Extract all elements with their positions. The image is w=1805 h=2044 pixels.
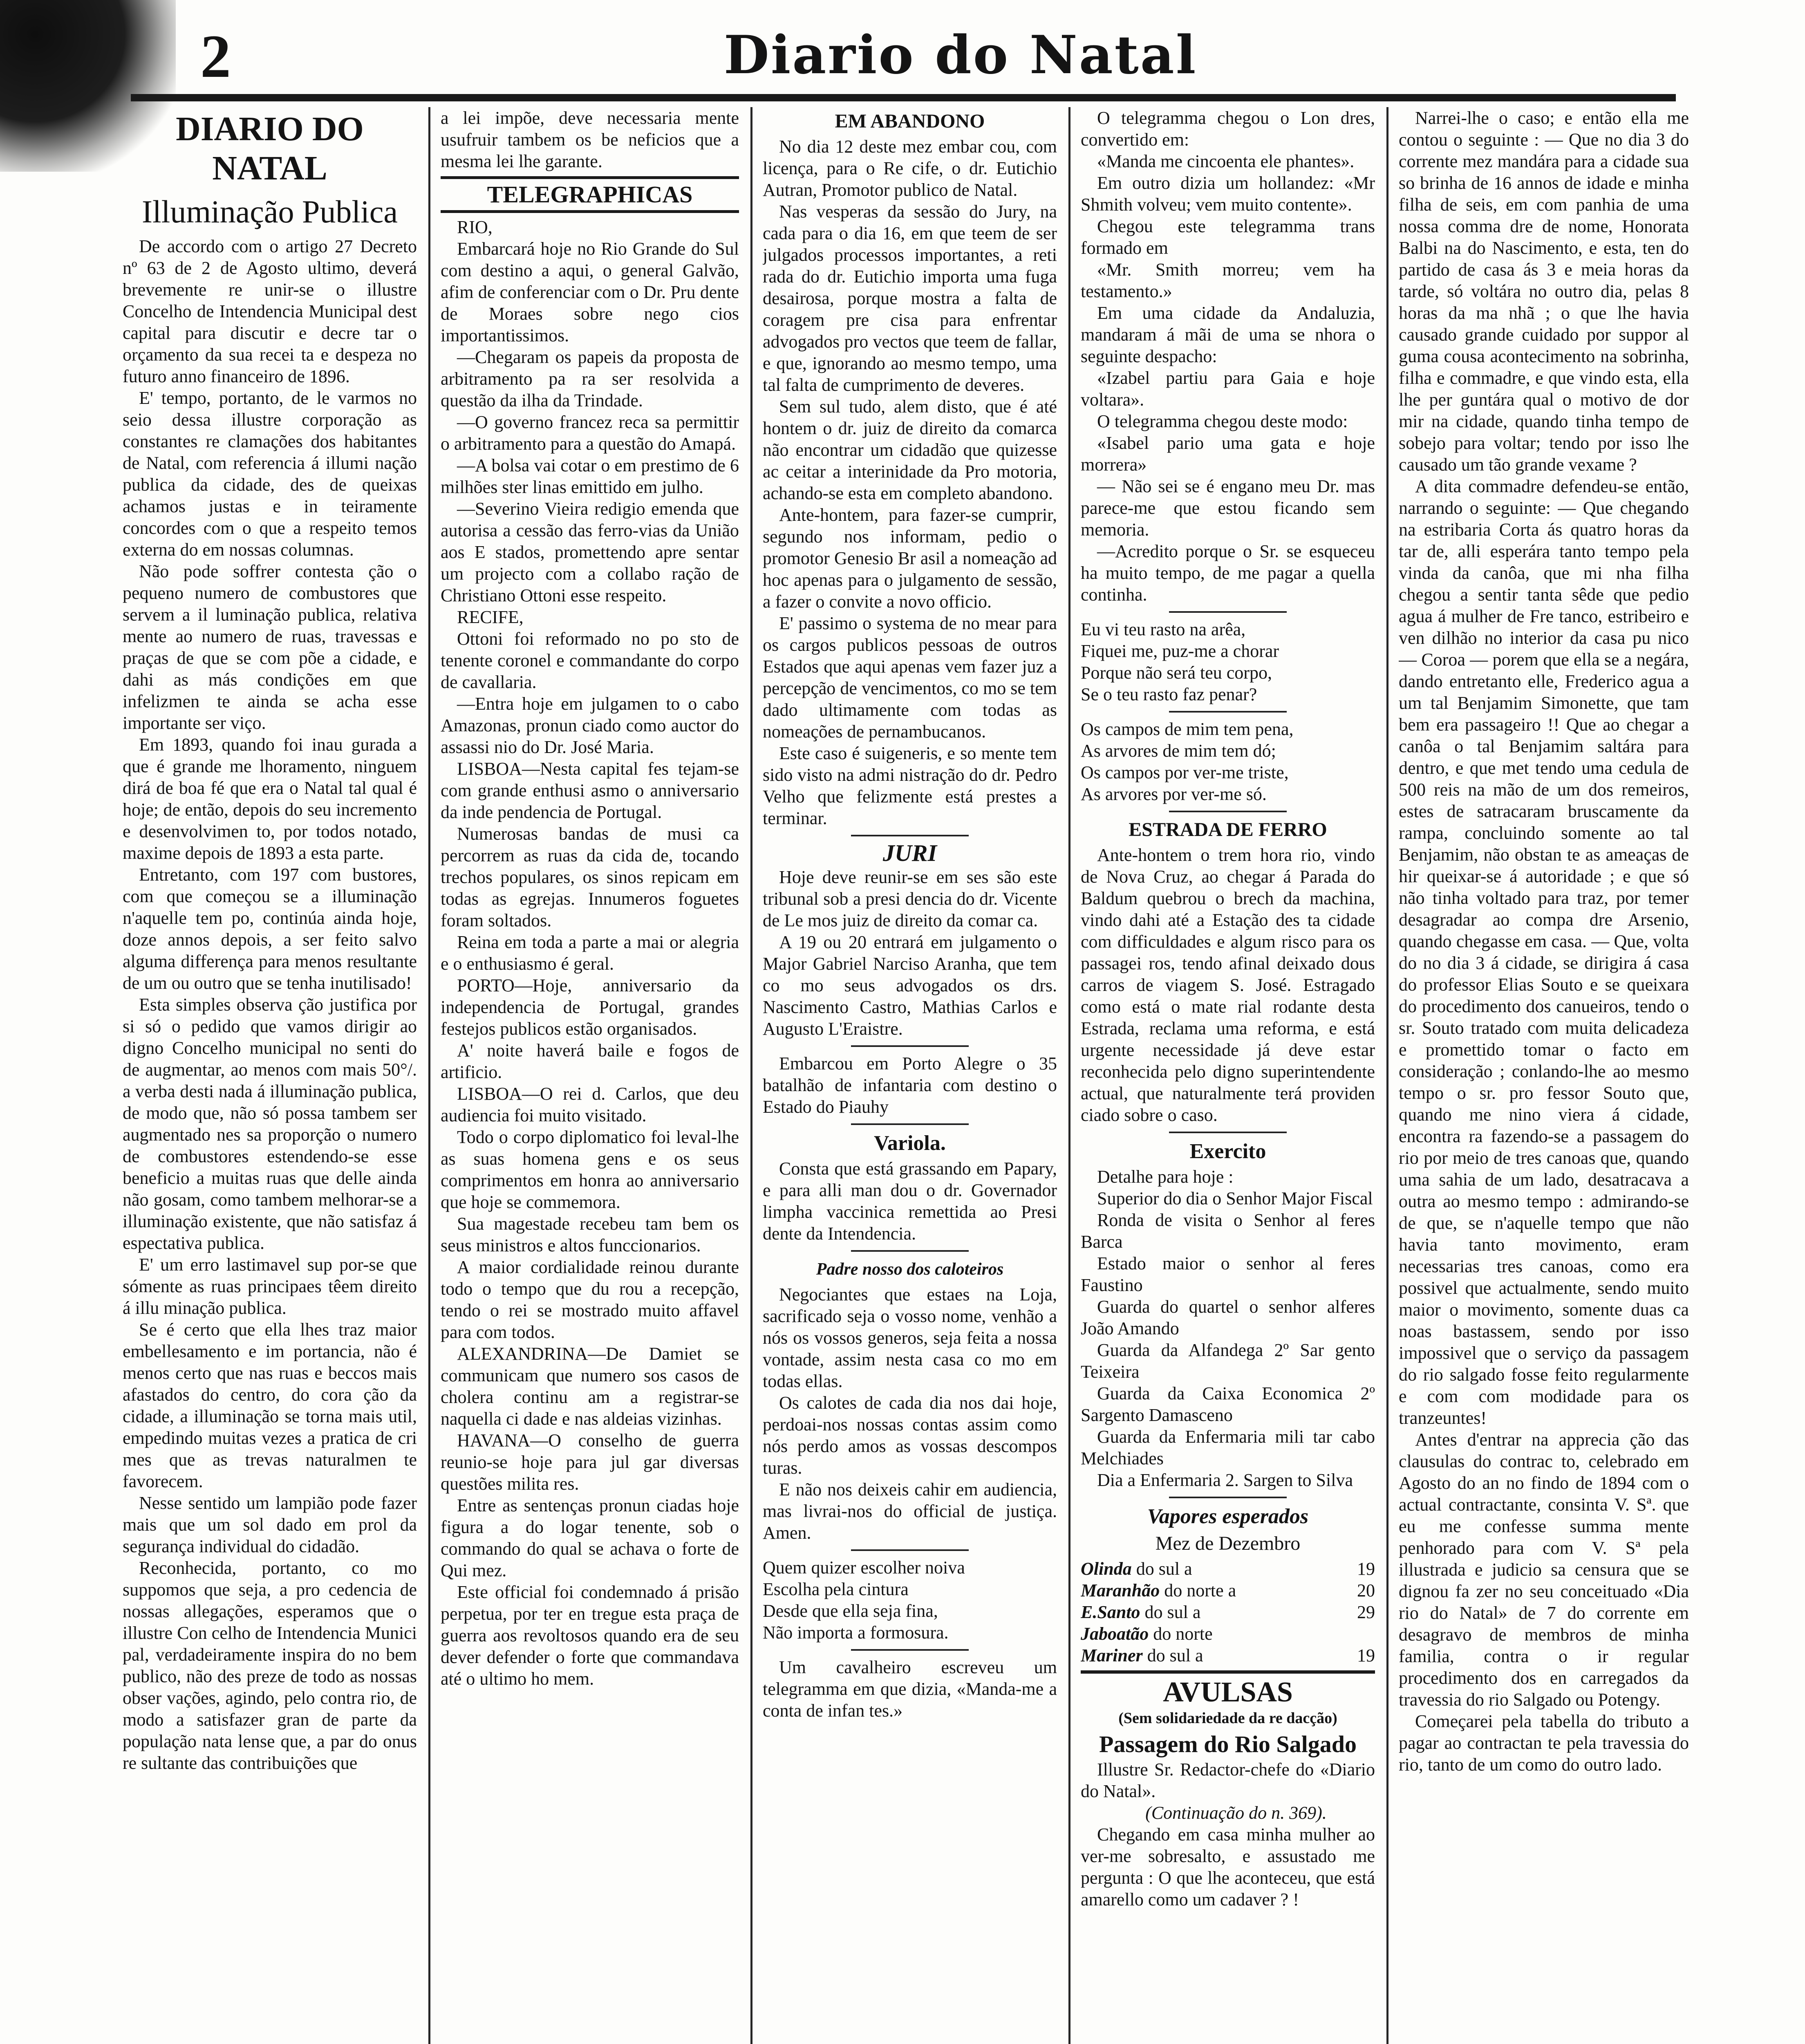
telegraphicas-heading: TELEGRAPHICAS bbox=[441, 176, 739, 213]
abandono-body bbox=[763, 136, 1057, 829]
variola-notice: Consta que está grassando em Papary, e para alli man dou o dr. Governador limpha vaccinica remettida ao Presi dente da Intendencia. bbox=[763, 1159, 1057, 1244]
paragraph: Estado maior o senhor al feres Faustino bbox=[1081, 1253, 1375, 1295]
vapor-ship bbox=[1081, 1623, 1213, 1645]
paragraph: Detalhe para hoje : bbox=[1097, 1167, 1234, 1187]
paragraph: Sua magestade recebeu tam bem os seus ministros e altos funccionarios. bbox=[441, 1214, 739, 1255]
vapor-route: do sul a bbox=[1136, 1559, 1192, 1579]
vapor-name: E.Santo bbox=[1081, 1602, 1140, 1622]
column-rule bbox=[750, 107, 752, 2044]
paragraph: E' um erro lastimavel sup por-se que sómente as ruas principaes têem direito á illu minação publica. bbox=[123, 1255, 417, 1318]
separator bbox=[851, 835, 969, 836]
vapor-ship bbox=[1081, 1645, 1203, 1666]
vapor-route: do norte a bbox=[1164, 1580, 1236, 1600]
paragraph: Entre as sentenças pronun ciadas hoje figura a do logar tenente, sob o commando do qual se achava o forte de Qui mez. bbox=[441, 1495, 739, 1580]
estrada-notice: Ante-hontem o trem hora rio, vindo de Nova Cruz, ao chegar á Parada do Baldum quebrou o brech da machina, vindo dahi até a Estação des ta cidade com difficuldades e algum risco para os passagei ros, tendo afinal deixado dous carros de viagem S. José. Estragado como está o mate rial rodante desta Estrada, reclama uma reforma, e está urgente necessidade já deve estar reconhecida pelo digno superintendente actual, que naturalmente terá providen ciado sobre o caso. bbox=[1081, 845, 1375, 1125]
header-rule bbox=[131, 94, 1676, 101]
paragraph: De accordo com o artigo 27 Decreto nº 63 de 2 de Agosto ultimo, deverá brevemente re unir-se o illustre Concelho de Intendencia Municipal dest capital para discutir e decre tar o orçamento da sua recei ta e despeza no futuro anno financeiro de 1896. bbox=[123, 236, 417, 386]
paragraph: «Mr. Smith morreu; vem ha testamento.» bbox=[1081, 260, 1375, 301]
passagem-continuation: (Continuação do n. 369). bbox=[1145, 1803, 1327, 1823]
paragraph: Guarda da Enfermaria mili tar cabo Melchiades bbox=[1081, 1427, 1375, 1468]
paragraph: E não nos deixeis cahir em audiencia, mas livrai-nos do official de justiça. Amen. bbox=[763, 1479, 1057, 1543]
exercito-heading: Exercito bbox=[1189, 1140, 1266, 1163]
paragraph: Narrei-lhe o caso; e então ella me contou o seguinte : — Que no dia 3 do corrente mez mandára para a cidade sua so brinha de 16 annos de idade e minha filha de seis, em com panhia de uma nossa comma dre de nome, Honorata Balbi na do Nascimento, e esta, ten do partido de casa ás 3 e meia horas da tarde, só voltára no outro dia, pelas 8 horas da ma nhã ; o que lhe havia causado grande cuidado por suppor al guma cousa acontecimento na sobrinha, filha e commadre, e que vindo esta, ella lhe per guntára qual o motivo de dor mir na cidade, quando tinha tempo de sobejo para voltar; tendo por isso lhe causado um tão grande vexame ? bbox=[1399, 108, 1689, 475]
quadra-noiva bbox=[763, 1557, 1057, 1643]
separator bbox=[1169, 811, 1287, 812]
separator bbox=[851, 1549, 969, 1551]
paragraph: Esta simples observa ção justifica por si só o pedido que vamos dirigir ao digno Concelho municipal no senti do de augmentar, ao menos com mais 50°/. a verba desti nada á illuminação publica, de modo que, não só possa tambem ser augmentado nes sa proporção o numero de combustores estendendo-se esse beneficio a muitas ruas que delle ainda não gosam, como tambem melhorar-se a illuminação existente, que não satisfaz á espectativa publica. bbox=[123, 995, 417, 1253]
telegraphicas-body bbox=[441, 216, 739, 1690]
column-2 bbox=[441, 107, 739, 2044]
separator bbox=[1169, 1132, 1287, 1133]
paragraph: Reina em toda a parte a mai or alegria e o enthusiasmo é geral. bbox=[441, 932, 739, 974]
vapor-name: Mariner bbox=[1081, 1645, 1143, 1665]
juri-heading: JURI bbox=[882, 840, 937, 866]
paragraph: PORTO—Hoje, anniversario da independencia de Portugal, grandes festejos publicos estão organisados. bbox=[441, 975, 739, 1039]
vapor-row bbox=[1081, 1645, 1375, 1666]
verse-line: Eu vi teu rasto na arêa, bbox=[1081, 619, 1246, 639]
separator bbox=[1169, 711, 1287, 713]
paragraph: Em outro dizia um hollandez: «Mr Shmith volveu; vem muito contente». bbox=[1081, 173, 1375, 215]
paragraph: ALEXANDRINA—De Damiet se communicam que numero sos casos de cholera continu am a registrar-se naquella ci dade e nas aldeias vizinhas. bbox=[441, 1344, 739, 1429]
avulsas-heading: AVULSAS bbox=[1081, 1670, 1375, 1709]
paragraph: Dia a Enfermaria 2. Sargen to Silva bbox=[1097, 1470, 1353, 1490]
editorial-subtitle: Illuminação Publica bbox=[142, 194, 398, 229]
paragraph: Nesse sentido um lampião pode fazer mais que um sol dado em prol da segurança individual do cidadão. bbox=[123, 1493, 417, 1556]
vapor-name: Maranhão bbox=[1081, 1580, 1160, 1600]
telegramma-anecdotes bbox=[1081, 107, 1375, 605]
paragraph: Sem sul tudo, alem disto, que é até hontem o dr. juiz de direito da comarca não encontrar um cidadão que quizesse ac ceitar a interinidade da Pro motoria, achando-se esta em completo abandono. bbox=[763, 397, 1057, 503]
paragraph: Nas vesperas da sessão do Jury, na cada para o dia 16, em que teem de ser julgados processos importantes, a reti rada do dr. Eutichio importa uma fuga desairosa, porque mostra a falta de coragem pre cisa para enfrentar advogados pro vectos que teem de fallar, e que, ignorando ao mesmo tempo, uma tal falta de cumprimento de deveres. bbox=[763, 202, 1057, 395]
paragraph: HAVANA—O conselho de guerra reunio-se hoje para jul gar diversas questões milita res. bbox=[441, 1430, 739, 1494]
paragraph: Se é certo que ella lhes traz maior embellesamento e im portancia, não é menos certo que nas ruas e beccos mais afastados do centro, do cora ção da cidade, a illuminação se torna mais util, empedindo muitas vezes a pratica de cri mes que as trevas naturalmen te favorecem. bbox=[123, 1320, 417, 1491]
verse-line: Os campos por ver-me triste, bbox=[1081, 762, 1289, 782]
editorial-title: DIARIO DO NATAL bbox=[176, 110, 364, 187]
vapor-route: do norte bbox=[1153, 1624, 1213, 1644]
paragraph: RECIFE, bbox=[457, 607, 524, 627]
cavalheiro-anecdote: Um cavalheiro escreveu um telegramma em que dizia, «Manda-me a conta de infan tes.» bbox=[763, 1657, 1057, 1721]
estrada-heading: ESTRADA DE FERRO bbox=[1129, 819, 1327, 840]
paragraph: E' passimo o systema de no mear para os cargos publicos pessoas de outros Estados que aqui apenas vem fazer juz a percepção de vencimentos, co mo se tem dado ultimamente com todas as nomeações de pernambucanos. bbox=[763, 613, 1057, 742]
verse-line: Escolha pela cintura bbox=[763, 1579, 909, 1599]
avulsas-subheading: (Sem solidariedade da re dacção) bbox=[1118, 1710, 1337, 1727]
paragraph: Entretanto, com 197 com bustores, com que começou se a illuminação n'aquelle tem po, continúa ainda hoje, doze annos depois, a ser feito salvo alguma differença para menos resultante de um ou outro que se tenha inutilisado! bbox=[123, 865, 417, 993]
verse-line: Os campos de mim tem pena, bbox=[1081, 719, 1294, 739]
paragraph: Hoje deve reunir-se em ses são este tribunal sob a presi dencia do dr. Vicente de Le mos juiz de direito da comar ca. bbox=[763, 867, 1057, 930]
vapor-row bbox=[1081, 1580, 1375, 1601]
vapor-row bbox=[1081, 1623, 1375, 1645]
verse-line: As arvores de mim tem dó; bbox=[1081, 741, 1276, 761]
verse-line: Desde que ella seja fina, bbox=[763, 1601, 938, 1621]
vapor-day: 19 bbox=[1357, 1645, 1375, 1665]
paragraph: Numerosas bandas de musi ca percorrem as ruas da cida de, tocando trechos populares, os sinos repicam em todas as egrejas. Innumeros foguetes foram soltados. bbox=[441, 824, 739, 930]
paragraph: A 19 ou 20 entrará em julgamento o Major Gabriel Narciso Aranha, que tem co mo seus advogados os drs. Nascimento Castro, Mathias Carlos e Augusto L'Eraistre. bbox=[763, 932, 1057, 1039]
vapor-ship bbox=[1081, 1601, 1200, 1623]
paragraph: Não pode soffrer contesta ção o pequeno numero de combustores que servem a il luminação publica, relativa mente ao numero de ruas, travessas e praças de que se com põe a cidade, e dahi as más condições em que infelizmen te ainda se acha esse importante ser viço. bbox=[123, 561, 417, 733]
column-rule bbox=[1068, 107, 1070, 2044]
piauhy-notice: Embarcou em Porto Alegre o 35 batalhão de infantaria com destino o Estado do Piauhy bbox=[763, 1053, 1057, 1117]
vapores-month: Mez de Dezembro bbox=[1155, 1533, 1301, 1554]
variola-heading: Variola. bbox=[874, 1132, 946, 1155]
passagem-heading: Passagem do Rio Salgado bbox=[1099, 1731, 1357, 1757]
verse-line: Se o teu rasto faz penar? bbox=[1081, 684, 1257, 704]
paragraph: Em 1893, quando foi inau gurada a que é grande me lhoramento, ninguem dirá de boa fé que era o Natal tal qual é hoje; de então, depois do seu incremento e desenvolvimen to, por todos notado, maxime depois de 1893 a esta parte. bbox=[123, 735, 417, 863]
verse-line: Não importa a formosura. bbox=[763, 1623, 949, 1643]
paragraph: Em uma cidade da Andaluzia, mandaram á mãi de uma se nhora o seguinte despacho: bbox=[1081, 303, 1375, 366]
vapor-route: do sul a bbox=[1147, 1645, 1203, 1665]
paragraph: «Manda me cincoenta ele phantes». bbox=[1097, 151, 1355, 171]
paragraph: —O governo francez reca sa permittir o arbitramento para a questão do Amapá. bbox=[441, 412, 739, 454]
vapor-name: Olinda bbox=[1081, 1559, 1132, 1579]
quadra-campos bbox=[1081, 718, 1375, 805]
paragraph: E' tempo, portanto, de le varmos no seio dessa illustre corporação as constantes re clamações dos habitantes de Natal, com referencia á illumi nação publica da cidade, des de queixas achamos justas e in teiramente concordes com o que a respeito temos externa do em nossas columnas. bbox=[123, 388, 417, 560]
separator bbox=[851, 1123, 969, 1125]
paragraph: — Não sei se é engano meu Dr. mas parece-me que estou ficando sem memoria. bbox=[1081, 476, 1375, 540]
column-4 bbox=[1081, 107, 1375, 2044]
paragraph: —Chegaram os papeis da proposta de arbitramento pa ra ser resolvida a questão da ilha da Trindade. bbox=[441, 347, 739, 410]
paragraph: Os calotes de cada dia nos dai hoje, perdoai-nos nossas contas assim como nós perdo amos as vossas descompos turas. bbox=[763, 1393, 1057, 1478]
vapor-route: do sul a bbox=[1144, 1602, 1201, 1622]
paragraph: —A bolsa vai cotar o em prestimo de 6 milhões ster linas emittido em julho. bbox=[441, 455, 739, 497]
paragraph: Guarda da Alfandega 2º Sar gento Teixeira bbox=[1081, 1340, 1375, 1382]
paragraph: LISBOA—O rei d. Carlos, que deu audiencia foi muito visitado. bbox=[441, 1084, 739, 1125]
paragraph: Este official foi condemnado á prisão perpetua, por ter en tregue esta praça de guerra aos revoltosos quando era de seu dever defender o forte que commandava até o ultimo ho mem. bbox=[441, 1582, 739, 1689]
paragraph: Ante-hontem, para fazer-se cumprir, segundo nos informam, pedio o promotor Genesio Br asil a nomeação ad hoc apenas para o julgamento de sessão, a fazer o convite a novo officio. bbox=[763, 505, 1057, 612]
paragraph: Reconhecida, portanto, co mo suppomos que seja, a pro cedencia de nossas allegações, esperamos que o illustre Con celho de Intendencia Munici pal, verdadeiramente inspira do no bem publico, não des preze de todo as nossas obser vações, agindo, pelo contra rio, de modo a satisfazer gran de parte da população nata lense que, a par do onus re sultante das contribuições que bbox=[123, 1558, 417, 1773]
vapor-ship bbox=[1081, 1580, 1236, 1601]
abandono-heading: EM ABANDONO bbox=[835, 110, 985, 132]
column-rule bbox=[428, 107, 430, 2044]
passagem-address: Illustre Sr. Redactor-chefe do «Diario do Natal». bbox=[1081, 1759, 1375, 1801]
paragraph: O telegramma chegou deste modo: bbox=[1097, 411, 1348, 431]
masthead-title: Diario do Natal bbox=[723, 25, 1198, 86]
padre-nosso-body bbox=[763, 1284, 1057, 1544]
paragraph: No dia 12 deste mez embar cou, com licença, para o Re cife, o dr. Eutichio Autran, Promotor publico de Natal. bbox=[763, 137, 1057, 200]
paragraph: «Izabel partiu para Gaia e hoje voltara». bbox=[1081, 368, 1375, 410]
vapor-day: 20 bbox=[1357, 1580, 1375, 1600]
paragraph: A dita commadre defendeu-se então, narrando o seguinte: — Que chegando na estribaria Corta ás quatro horas da tar de, alli esperára tanto tempo pela vinda da canôa, que mi nha filha chegou a sentir tanta sêde que pedio agua á mulher de Fre tanco, estribeiro e ven dilhão no interior da casa pu nico — Coroa — porem que ella se a negára, dando entretanto elle, Frederico agua a um tal Benjamim Simonette, que tam bem era passageiro !! Que ao chegar a canôa o tal Benjamim saltára para dentro, e que met tendo uma cedula de 500 reis na mão de um dos remeiros, estes de satracaram bruscamente da rampa, concluindo somente ao tal Benjamim, não obstan te as ameaças de hir queixar-se á autoridade ; e que só não tinha voltado para traz, por temer desagradar ao compa dre Arsenio, quando chegasse em casa. — Que, volta do no dia 3 á cidade, se dirigira á casa do professor Elias Souto e se queixara do procedimento dos canueiros, tendo o sr. Souto tratado com muita delicadeza e promettido tomar o facto em consideração ; conlando-lhe ao mesmo tempo o sr. pro fessor Souto que, quando me nino viera á cidade, encontra ra fazendo-se a passagem do rio por meio de tres canoas que, quando uma sahia de um lado, desatracava a outra ao mesmo tempo : admirando-se de que, se n'aquelle tempo que não havia tanto movimento, eram necessarias tres canoas, como era possivel que actualmente, sendo muito maior o movimento, somente duas ca noas bastassem, sendo por isso impossivel que o serviço da passagem do rio salgado fosse feito regularmente e com com modidade para os tranzeuntes! bbox=[1399, 476, 1689, 1428]
editorial-continuation: a lei impõe, deve necessaria mente usufruir tambem os be neficios que a mesma lei lhe garante. bbox=[441, 108, 739, 171]
verse-line: Fiquei me, puz-me a chorar bbox=[1081, 641, 1279, 661]
separator bbox=[851, 1045, 969, 1047]
paragraph: «Isabel pario uma gata e hoje morrera» bbox=[1081, 433, 1375, 475]
paragraph: Todo o corpo diplomatico foi leval-lhe as suas homena gens e os seus comprimentos em honra ao anniversario que hoje se commemora. bbox=[441, 1127, 739, 1212]
vapor-row bbox=[1081, 1601, 1375, 1623]
column-5 bbox=[1399, 107, 1689, 2044]
paragraph: A' noite haverá baile e fogos de artificio. bbox=[441, 1040, 739, 1082]
verse-line: As arvores por ver-me só. bbox=[1081, 784, 1267, 804]
paragraph: —Entra hoje em julgamen to o cabo Amazonas, pronun ciado como auctor do assassi nio do Dr. José Maria. bbox=[441, 694, 739, 757]
paragraph: Ronda de visita o Senhor al feres Barca bbox=[1081, 1210, 1375, 1252]
paragraph: Superior do dia o Senhor Major Fiscal bbox=[1097, 1188, 1373, 1208]
paragraph: Ottoni foi reformado no po sto de tenente coronel e commandante do corpo de cavallaria. bbox=[441, 629, 739, 692]
passagem-continued-body bbox=[1399, 107, 1689, 1775]
paragraph: —Severino Vieira redigio emenda que autorisa a cessão das ferro-vias da União aos E stados, promettendo apre sentar um projecto com a collabo ração de Christiano Ottoni esse respeito. bbox=[441, 499, 739, 605]
verse-line: Porque não será teu corpo, bbox=[1081, 663, 1272, 683]
separator bbox=[851, 1250, 969, 1252]
paragraph: —Acredito porque o Sr. se esqueceu ha muito tempo, de me pagar a quella continha. bbox=[1081, 541, 1375, 605]
paragraph: Guarda do quartel o senhor alferes João Amando bbox=[1081, 1297, 1375, 1338]
separator bbox=[1169, 611, 1287, 613]
paragraph: Guarda da Caixa Economica 2º Sargento Damasceno bbox=[1081, 1383, 1375, 1425]
vapores-table bbox=[1081, 1558, 1375, 1666]
padre-nosso-heading: Padre nosso dos caloteiros bbox=[816, 1260, 1004, 1279]
quadra-rasto bbox=[1081, 619, 1375, 705]
paragraph: O telegramma chegou o Lon dres, convertido em: bbox=[1081, 108, 1375, 150]
paragraph: Negociantes que estaes na Loja, sacrificado seja o vosso nome, venhão a nós os vossos generos, seja feita a nossa vontade, assim nesta casa co mo em todas ellas. bbox=[763, 1284, 1057, 1391]
vapor-day: 29 bbox=[1357, 1602, 1375, 1622]
passagem-text: Chegando em casa minha mulher ao ver-me sobresalto, e assustado me pergunta : O que lhe aconteceu, que está amarello como um cadaver ? ! bbox=[1081, 1824, 1375, 1910]
vapor-ship bbox=[1081, 1558, 1192, 1580]
vapor-day: 19 bbox=[1357, 1559, 1375, 1579]
separator bbox=[851, 1649, 969, 1651]
paragraph: LISBOA—Nesta capital fes tejam-se com grande enthusi asmo o anniversario da inde pendencia de Portugal. bbox=[441, 759, 739, 822]
paragraph: A maior cordialidade reinou durante todo o tempo que du rou a recepção, tendo o rei se mostrado muito affavel para com todos. bbox=[441, 1257, 739, 1342]
paragraph: Começarei pela tabella do tributo a pagar ao contractan te pela travessia do rio, tanto de um como do outro lado. bbox=[1399, 1711, 1689, 1775]
exercito-list bbox=[1081, 1166, 1375, 1491]
column-1 bbox=[123, 107, 417, 2044]
paragraph: Antes d'entrar na apprecia ção das clausulas do contrac to, celebrado em Agosto do an no findo de 1894 com o actual contractante, consinta V. Sª. que eu me confesse summa mente penhorado para com V. Sª pela illustrada e judicio sa censura que se dignou fa zer no seu conceituado «Dia rio do Natal» de 7 do corrente em desagravo de membros de minha familia, contra o ir regular procedimento dos en carregados da travessia do rio Salgado ou Potengy. bbox=[1399, 1430, 1689, 1710]
column-3 bbox=[763, 107, 1057, 2044]
page-number: 2 bbox=[200, 22, 231, 90]
vapores-heading: Vapores esperados bbox=[1147, 1505, 1309, 1528]
juri-body bbox=[763, 866, 1057, 1040]
paragraph: Este caso é suigeneris, e so mente tem sido visto na admi nistração do dr. Pedro Velho que felizmente está prestes a terminar. bbox=[763, 743, 1057, 828]
separator bbox=[1169, 1497, 1287, 1498]
verse-line: Quem quizer escolher noiva bbox=[763, 1558, 965, 1578]
paragraph: Chegou este telegramma trans formado em bbox=[1081, 216, 1375, 258]
vapor-row bbox=[1081, 1558, 1375, 1580]
vapor-name: Jaboatão bbox=[1081, 1624, 1149, 1644]
editorial-body bbox=[123, 235, 417, 1774]
paragraph: RIO, bbox=[457, 217, 493, 237]
paragraph: Embarcará hoje no Rio Grande do Sul com destino a aqui, o general Galvão, afim de conferenciar com o Dr. Pru dente de Moraes sobre nego cios importantissimos. bbox=[441, 239, 739, 345]
column-rule bbox=[1386, 107, 1388, 2044]
